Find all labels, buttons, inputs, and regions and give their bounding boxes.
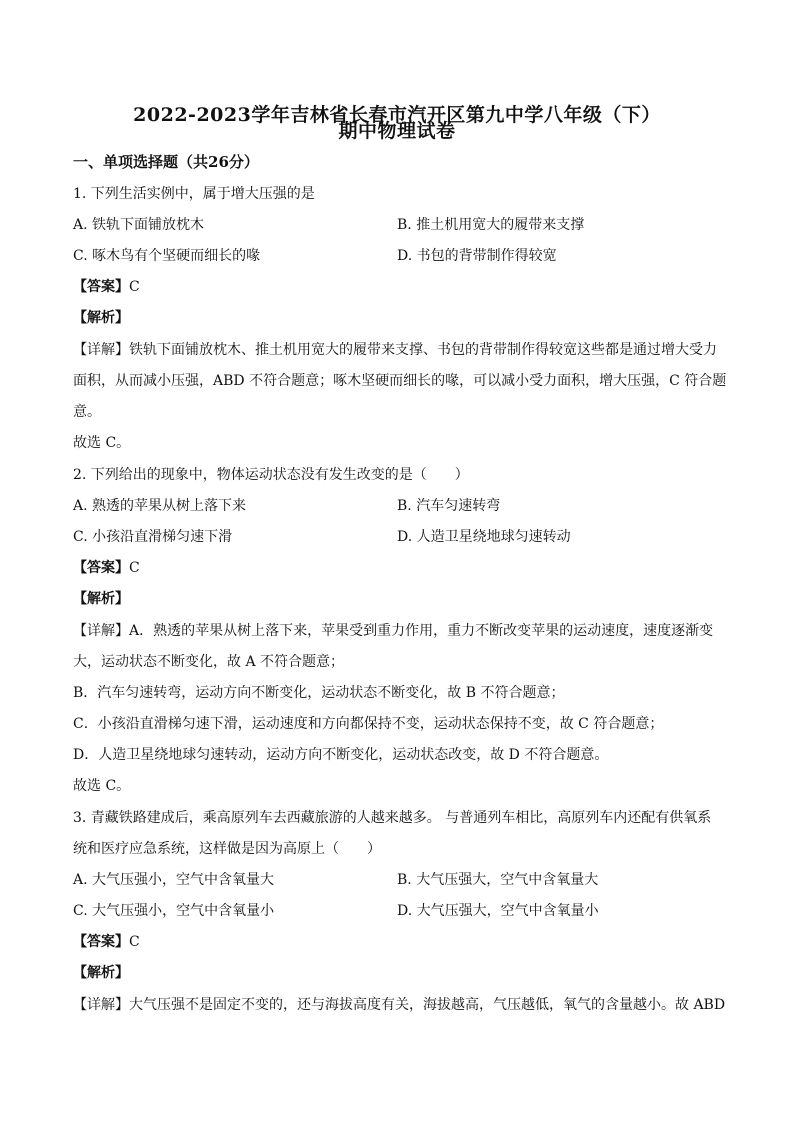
question-1-detail-line: 意。: [73, 404, 101, 420]
question-2-analysis-tag: 【解析】: [73, 591, 129, 607]
question-2-option-d: D. 人造卫星绕地球匀速转动: [397, 529, 571, 545]
question-2-detail-line: D．人造卫星绕地球匀速转动，运动方向不断变化，运动状态改变，故 D 不符合题意。: [73, 747, 609, 763]
question-1-stem: 1. 下列生活实例中，属于增大压强的是: [73, 186, 315, 202]
question-2-stem: 2. 下列给出的现象中，物体运动状态没有发生改变的是（ ）: [73, 467, 469, 483]
question-3-option-a: A. 大气压强小，空气中含氧量大: [73, 872, 275, 888]
section-heading: 一、单项选择题（共26分）: [73, 153, 259, 171]
question-1-detail-line: 面积，从而减小压强，ABD 不符合题意；啄木坚硬而细长的喙，可以减小受力面积，增大压强，C 符合题: [73, 373, 727, 389]
question-1-analysis-tag: 【解析】: [73, 310, 129, 326]
question-3-stem-line: 3. 青藏铁路建成后，乘高原列车去西藏旅游的人越来越多。 与普通列车相比，高原列车内还配有供氧系: [73, 810, 712, 826]
question-1-option-c: C. 啄木鸟有个坚硬而细长的喙: [73, 248, 261, 264]
question-2-option-c: C. 小孩沿直滑梯匀速下滑: [73, 529, 233, 545]
question-2-detail-line: B．汽车匀速转弯，运动方向不断变化，运动状态不断变化，故 B 不符合题意；: [73, 685, 565, 701]
question-2-answer: [73, 557, 140, 577]
question-3-option-b: B. 大气压强大，空气中含氧量大: [397, 872, 599, 888]
document-title: 2022-2023学年吉林省长春市汽开区第九中学八年级（下）: [133, 104, 661, 126]
question-3-option-c: C. 大气压强小，空气中含氧量小: [73, 903, 275, 919]
answer-value: C: [129, 560, 140, 576]
question-1-answer: [73, 276, 140, 296]
question-2-detail-line: C．小孩沿直滑梯匀速下滑，运动速度和方向都保持不变，运动状态保持不变，故 C 符合题意；: [73, 716, 664, 732]
question-3-analysis-tag: 【解析】: [73, 965, 129, 981]
answer-tag: 【答案】: [73, 560, 129, 576]
question-2-option-b: B. 汽车匀速转弯: [397, 498, 501, 514]
question-1-option-b: B. 推土机用宽大的履带来支撑: [397, 217, 585, 233]
answer-tag: 【答案】: [73, 279, 129, 295]
question-3-stem-line: 统和医疗应急系统，这样做是因为高原上（ ）: [73, 841, 381, 857]
question-2-conclusion: 故选 C。: [73, 778, 131, 794]
answer-value: C: [129, 279, 140, 295]
question-3-answer: [73, 931, 140, 951]
question-2-detail-line: 大，运动状态不断变化，故 A 不符合题意；: [73, 654, 345, 670]
question-1-detail-line: 【详解】铁轨下面铺放枕木、推土机用宽大的履带来支撑、书包的背带制作得较宽这些都是通过增大受力: [73, 342, 717, 358]
document-subtitle: 期中物理试卷: [338, 120, 456, 142]
question-3-detail-line: 【详解】大气压强不是固定不变的，还与海拔高度有关，海拔越高，气压越低，氧气的含量越小。故 ABD: [73, 997, 726, 1013]
question-1-option-a: A. 铁轨下面铺放枕木: [73, 217, 205, 233]
question-2-option-a: A. 熟透的苹果从树上落下来: [73, 498, 247, 514]
answer-value: C: [129, 934, 140, 950]
question-1-option-d: D. 书包的背带制作得较宽: [397, 248, 557, 264]
question-2-detail-line: 【详解】A．熟透的苹果从树上落下来，苹果受到重力作用，重力不断改变苹果的运动速度，速度逐渐变: [73, 623, 714, 639]
question-1-conclusion: 故选 C。: [73, 435, 131, 451]
answer-tag: 【答案】: [73, 934, 129, 950]
question-3-option-d: D. 大气压强大，空气中含氧量小: [397, 903, 599, 919]
